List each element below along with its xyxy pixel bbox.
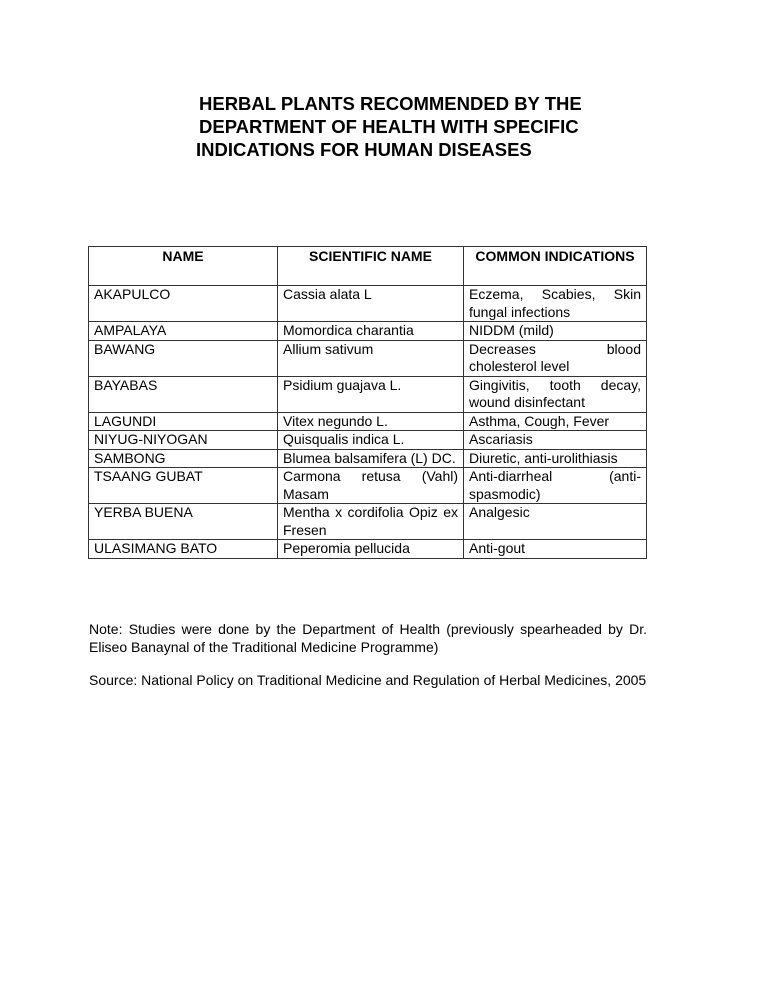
indications-cell: Anti-gout bbox=[464, 540, 647, 559]
table-row bbox=[89, 540, 647, 559]
indications-cell: Gingivitis, tooth decay, wound disinfectant bbox=[464, 376, 647, 412]
plant-name-cell: SAMBONG bbox=[89, 449, 278, 468]
scientific-name-cell: Quisqualis indica L. bbox=[278, 431, 464, 450]
indications-cell: Decreases blood cholesterol level bbox=[464, 340, 647, 376]
plant-name-cell: BAWANG bbox=[89, 340, 278, 376]
plant-name-cell: BAYABAS bbox=[89, 376, 278, 412]
table-row bbox=[89, 412, 647, 431]
indications-cell: Anti-diarrheal (anti-spasmodic) bbox=[464, 468, 647, 504]
title-line: DEPARTMENT OF HEALTH WITH SPECIFIC bbox=[199, 116, 579, 137]
plant-name-cell: AMPALAYA bbox=[89, 322, 278, 341]
plant-name-cell: TSAANG GUBAT bbox=[89, 468, 278, 504]
indications-cell: Eczema, Scabies, Skin fungal infections bbox=[464, 286, 647, 322]
scientific-name-cell: Cassia alata L bbox=[278, 286, 464, 322]
indications-cell: Analgesic bbox=[464, 504, 647, 540]
indications-cell: Ascariasis bbox=[464, 431, 647, 450]
header-scientific-name: SCIENTIFIC NAME bbox=[278, 247, 464, 286]
table-row bbox=[89, 449, 647, 468]
table-row bbox=[89, 376, 647, 412]
scientific-name-cell: Blumea balsamifera (L) DC. bbox=[278, 449, 464, 468]
scientific-name-cell: Allium sativum bbox=[278, 340, 464, 376]
scientific-name-cell: Carmona retusa (Vahl) Masam bbox=[278, 468, 464, 504]
indications-cell: Diuretic, anti-urolithiasis bbox=[464, 449, 647, 468]
scientific-name-cell: Momordica charantia bbox=[278, 322, 464, 341]
title-line: INDICATIONS FOR HUMAN DISEASES bbox=[196, 139, 532, 160]
plant-name-cell: AKAPULCO bbox=[89, 286, 278, 322]
indications-cell: NIDDM (mild) bbox=[464, 322, 647, 341]
scientific-name-cell: Vitex negundo L. bbox=[278, 412, 464, 431]
indications-cell: Asthma, Cough, Fever bbox=[464, 412, 647, 431]
title-line: HERBAL PLANTS RECOMMENDED BY THE bbox=[199, 93, 582, 114]
table-row bbox=[89, 504, 647, 540]
table-header-row bbox=[89, 247, 647, 286]
document-title bbox=[196, 92, 582, 161]
plant-name-cell: LAGUNDI bbox=[89, 412, 278, 431]
table-row bbox=[89, 322, 647, 341]
table-row bbox=[89, 286, 647, 322]
scientific-name-cell: Psidium guajava L. bbox=[278, 376, 464, 412]
table-row bbox=[89, 340, 647, 376]
scientific-name-cell: Mentha x cordifolia Opiz ex Fresen bbox=[278, 504, 464, 540]
table-row bbox=[89, 431, 647, 450]
header-name: NAME bbox=[89, 247, 278, 286]
herbal-plants-table bbox=[88, 246, 647, 559]
plant-name-cell: YERBA BUENA bbox=[89, 504, 278, 540]
scientific-name-cell: Peperomia pellucida bbox=[278, 540, 464, 559]
plant-name-cell: ULASIMANG BATO bbox=[89, 540, 278, 559]
plant-name-cell: NIYUG-NIYOGAN bbox=[89, 431, 278, 450]
header-common-indications: COMMON INDICATIONS bbox=[464, 247, 647, 286]
note-text: Note: Studies were done by the Department of Health (previously spearheaded by Dr. Eliseo Banaynal of the Traditional Medicine Programme) bbox=[89, 621, 647, 655]
table-row bbox=[89, 468, 647, 504]
source-text: Source: National Policy on Traditional Medicine and Regulation of Herbal Medicines, 2005 bbox=[89, 672, 647, 688]
